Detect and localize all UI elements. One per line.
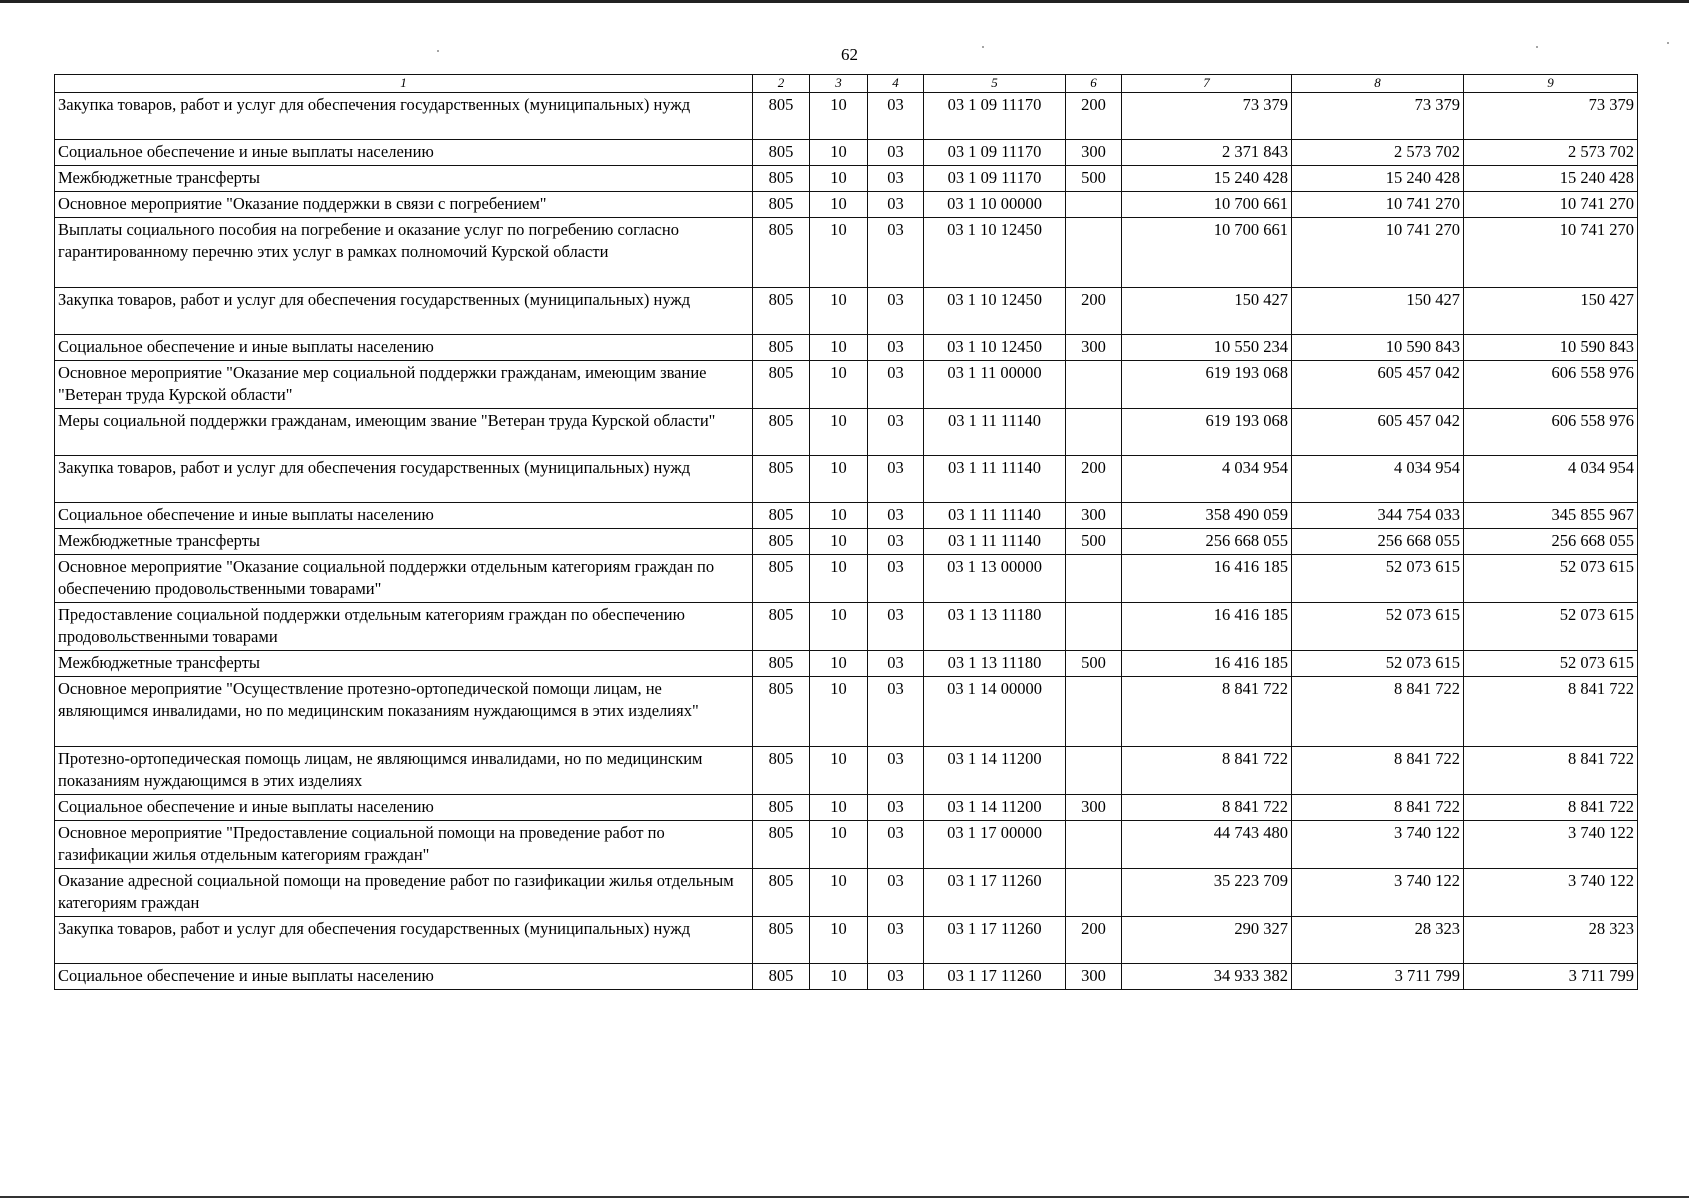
subsection-code-cell: 03 bbox=[868, 140, 924, 166]
subsection-code-cell: 03 bbox=[868, 747, 924, 795]
section-code-cell: 10 bbox=[810, 166, 868, 192]
section-code-cell: 10 bbox=[810, 335, 868, 361]
subsection-code-cell: 03 bbox=[868, 409, 924, 456]
row-name-cell: Основное мероприятие "Оказание поддержки в связи с погребением" bbox=[55, 192, 753, 218]
expense-type-cell bbox=[1066, 747, 1122, 795]
section-code-cell: 10 bbox=[810, 821, 868, 869]
subsection-code-cell: 03 bbox=[868, 218, 924, 288]
section-code-cell: 10 bbox=[810, 529, 868, 555]
page-number: 62 bbox=[841, 45, 858, 64]
row-name-cell: Социальное обеспечение и иные выплаты населению bbox=[55, 503, 753, 529]
section-code-cell: 10 bbox=[810, 651, 868, 677]
table-row bbox=[55, 795, 1638, 821]
amount-year1-cell: 10 550 234 bbox=[1122, 335, 1292, 361]
amount-year1-cell: 10 700 661 bbox=[1122, 218, 1292, 288]
target-article-cell: 03 1 13 11180 bbox=[924, 651, 1066, 677]
ved-code-cell: 805 bbox=[753, 288, 810, 335]
section-code-cell: 10 bbox=[810, 192, 868, 218]
table-row bbox=[55, 218, 1638, 288]
amount-year1-cell: 73 379 bbox=[1122, 93, 1292, 140]
expense-type-cell bbox=[1066, 555, 1122, 603]
column-number: 8 bbox=[1292, 75, 1464, 93]
target-article-cell: 03 1 13 11180 bbox=[924, 603, 1066, 651]
section-code-cell: 10 bbox=[810, 795, 868, 821]
table-row bbox=[55, 869, 1638, 917]
amount-year3-cell: 28 323 bbox=[1464, 917, 1638, 964]
subsection-code-cell: 03 bbox=[868, 603, 924, 651]
row-name-cell: Социальное обеспечение и иные выплаты населению bbox=[55, 140, 753, 166]
amount-year2-cell: 4 034 954 bbox=[1292, 456, 1464, 503]
subsection-code-cell: 03 bbox=[868, 821, 924, 869]
row-name-cell: Предоставление социальной поддержки отдельным категориям граждан по обеспечению продовольственными товарами bbox=[55, 603, 753, 651]
ved-code-cell: 805 bbox=[753, 677, 810, 747]
column-number: 9 bbox=[1464, 75, 1638, 93]
table-row bbox=[55, 93, 1638, 140]
ved-code-cell: 805 bbox=[753, 917, 810, 964]
ved-code-cell: 805 bbox=[753, 821, 810, 869]
amount-year1-cell: 8 841 722 bbox=[1122, 677, 1292, 747]
target-article-cell: 03 1 09 11170 bbox=[924, 140, 1066, 166]
amount-year2-cell: 10 741 270 bbox=[1292, 192, 1464, 218]
row-name-cell: Закупка товаров, работ и услуг для обеспечения государственных (муниципальных) нужд bbox=[55, 93, 753, 140]
amount-year1-cell: 16 416 185 bbox=[1122, 651, 1292, 677]
target-article-cell: 03 1 10 12450 bbox=[924, 335, 1066, 361]
expense-type-cell: 200 bbox=[1066, 917, 1122, 964]
column-number: 3 bbox=[810, 75, 868, 93]
amount-year1-cell: 16 416 185 bbox=[1122, 555, 1292, 603]
ved-code-cell: 805 bbox=[753, 218, 810, 288]
table-row bbox=[55, 651, 1638, 677]
amount-year2-cell: 344 754 033 bbox=[1292, 503, 1464, 529]
target-article-cell: 03 1 09 11170 bbox=[924, 166, 1066, 192]
row-name-cell: Основное мероприятие "Оказание социальной поддержки отдельным категориям граждан по обеспечению продовольственными товарами" bbox=[55, 555, 753, 603]
amount-year1-cell: 34 933 382 bbox=[1122, 964, 1292, 990]
subsection-code-cell: 03 bbox=[868, 677, 924, 747]
section-code-cell: 10 bbox=[810, 555, 868, 603]
amount-year2-cell: 3 740 122 bbox=[1292, 869, 1464, 917]
section-code-cell: 10 bbox=[810, 964, 868, 990]
expense-type-cell bbox=[1066, 677, 1122, 747]
column-number: 4 bbox=[868, 75, 924, 93]
section-code-cell: 10 bbox=[810, 603, 868, 651]
amount-year1-cell: 150 427 bbox=[1122, 288, 1292, 335]
ved-code-cell: 805 bbox=[753, 335, 810, 361]
row-name-cell: Социальное обеспечение и иные выплаты населению bbox=[55, 795, 753, 821]
amount-year3-cell: 606 558 976 bbox=[1464, 409, 1638, 456]
target-article-cell: 03 1 14 00000 bbox=[924, 677, 1066, 747]
target-article-cell: 03 1 11 11140 bbox=[924, 529, 1066, 555]
amount-year3-cell: 606 558 976 bbox=[1464, 361, 1638, 409]
section-code-cell: 10 bbox=[810, 361, 868, 409]
amount-year1-cell: 16 416 185 bbox=[1122, 603, 1292, 651]
subsection-code-cell: 03 bbox=[868, 93, 924, 140]
table-row bbox=[55, 288, 1638, 335]
amount-year2-cell: 10 741 270 bbox=[1292, 218, 1464, 288]
ved-code-cell: 805 bbox=[753, 795, 810, 821]
subsection-code-cell: 03 bbox=[868, 869, 924, 917]
subsection-code-cell: 03 bbox=[868, 964, 924, 990]
column-number: 2 bbox=[753, 75, 810, 93]
table-row bbox=[55, 456, 1638, 503]
ved-code-cell: 805 bbox=[753, 747, 810, 795]
expense-type-cell: 200 bbox=[1066, 456, 1122, 503]
amount-year3-cell: 10 590 843 bbox=[1464, 335, 1638, 361]
target-article-cell: 03 1 14 11200 bbox=[924, 795, 1066, 821]
row-name-cell: Закупка товаров, работ и услуг для обеспечения государственных (муниципальных) нужд bbox=[55, 288, 753, 335]
subsection-code-cell: 03 bbox=[868, 555, 924, 603]
amount-year1-cell: 619 193 068 bbox=[1122, 361, 1292, 409]
target-article-cell: 03 1 11 11140 bbox=[924, 456, 1066, 503]
expense-type-cell: 300 bbox=[1066, 503, 1122, 529]
amount-year2-cell: 8 841 722 bbox=[1292, 677, 1464, 747]
subsection-code-cell: 03 bbox=[868, 917, 924, 964]
row-name-cell: Межбюджетные трансферты bbox=[55, 651, 753, 677]
subsection-code-cell: 03 bbox=[868, 335, 924, 361]
section-code-cell: 10 bbox=[810, 747, 868, 795]
expense-type-cell: 200 bbox=[1066, 93, 1122, 140]
section-code-cell: 10 bbox=[810, 917, 868, 964]
target-article-cell: 03 1 11 11140 bbox=[924, 503, 1066, 529]
amount-year2-cell: 3 711 799 bbox=[1292, 964, 1464, 990]
table-row bbox=[55, 503, 1638, 529]
expense-type-cell bbox=[1066, 361, 1122, 409]
budget-table bbox=[54, 74, 1638, 990]
subsection-code-cell: 03 bbox=[868, 529, 924, 555]
row-name-cell: Протезно-ортопедическая помощь лицам, не являющимся инвалидами, но по медицинским показаниям нуждающимся в этих изделиях bbox=[55, 747, 753, 795]
amount-year3-cell: 10 741 270 bbox=[1464, 218, 1638, 288]
amount-year1-cell: 44 743 480 bbox=[1122, 821, 1292, 869]
target-article-cell: 03 1 10 00000 bbox=[924, 192, 1066, 218]
row-name-cell: Оказание адресной социальной помощи на проведение работ по газификации жилья отдельным категориям граждан bbox=[55, 869, 753, 917]
row-name-cell: Межбюджетные трансферты bbox=[55, 529, 753, 555]
expense-type-cell bbox=[1066, 409, 1122, 456]
ved-code-cell: 805 bbox=[753, 166, 810, 192]
amount-year2-cell: 15 240 428 bbox=[1292, 166, 1464, 192]
expense-type-cell: 200 bbox=[1066, 288, 1122, 335]
amount-year3-cell: 52 073 615 bbox=[1464, 603, 1638, 651]
amount-year2-cell: 52 073 615 bbox=[1292, 555, 1464, 603]
ved-code-cell: 805 bbox=[753, 869, 810, 917]
amount-year1-cell: 4 034 954 bbox=[1122, 456, 1292, 503]
amount-year3-cell: 3 740 122 bbox=[1464, 869, 1638, 917]
subsection-code-cell: 03 bbox=[868, 288, 924, 335]
amount-year3-cell: 345 855 967 bbox=[1464, 503, 1638, 529]
subsection-code-cell: 03 bbox=[868, 651, 924, 677]
subsection-code-cell: 03 bbox=[868, 361, 924, 409]
subsection-code-cell: 03 bbox=[868, 795, 924, 821]
target-article-cell: 03 1 14 11200 bbox=[924, 747, 1066, 795]
amount-year2-cell: 73 379 bbox=[1292, 93, 1464, 140]
table-row bbox=[55, 192, 1638, 218]
expense-type-cell: 500 bbox=[1066, 651, 1122, 677]
amount-year2-cell: 605 457 042 bbox=[1292, 361, 1464, 409]
column-number: 6 bbox=[1066, 75, 1122, 93]
scan-speck bbox=[1667, 42, 1669, 44]
amount-year1-cell: 8 841 722 bbox=[1122, 795, 1292, 821]
target-article-cell: 03 1 13 00000 bbox=[924, 555, 1066, 603]
ved-code-cell: 805 bbox=[753, 651, 810, 677]
expense-type-cell bbox=[1066, 869, 1122, 917]
row-name-cell: Социальное обеспечение и иные выплаты населению bbox=[55, 964, 753, 990]
ved-code-cell: 805 bbox=[753, 964, 810, 990]
expense-type-cell: 300 bbox=[1066, 335, 1122, 361]
column-number-row bbox=[55, 75, 1638, 93]
section-code-cell: 10 bbox=[810, 140, 868, 166]
row-name-cell: Основное мероприятие "Осуществление протезно-ортопедической помощи лицам, не являющимся инвалидами, но по медицинским показаниям нуждающимся в этих изделиях" bbox=[55, 677, 753, 747]
ved-code-cell: 805 bbox=[753, 192, 810, 218]
row-name-cell: Основное мероприятие "Предоставление социальной помощи на проведение работ по газификации жилья отдельным категориям граждан" bbox=[55, 821, 753, 869]
ved-code-cell: 805 bbox=[753, 409, 810, 456]
expense-type-cell: 300 bbox=[1066, 140, 1122, 166]
subsection-code-cell: 03 bbox=[868, 192, 924, 218]
expense-type-cell: 500 bbox=[1066, 529, 1122, 555]
expense-type-cell: 500 bbox=[1066, 166, 1122, 192]
table-row bbox=[55, 529, 1638, 555]
row-name-cell: Закупка товаров, работ и услуг для обеспечения государственных (муниципальных) нужд bbox=[55, 456, 753, 503]
amount-year2-cell: 256 668 055 bbox=[1292, 529, 1464, 555]
amount-year2-cell: 10 590 843 bbox=[1292, 335, 1464, 361]
ved-code-cell: 805 bbox=[753, 93, 810, 140]
expense-type-cell bbox=[1066, 192, 1122, 218]
amount-year3-cell: 73 379 bbox=[1464, 93, 1638, 140]
subsection-code-cell: 03 bbox=[868, 503, 924, 529]
section-code-cell: 10 bbox=[810, 288, 868, 335]
amount-year1-cell: 10 700 661 bbox=[1122, 192, 1292, 218]
table-row bbox=[55, 964, 1638, 990]
amount-year2-cell: 605 457 042 bbox=[1292, 409, 1464, 456]
amount-year1-cell: 290 327 bbox=[1122, 917, 1292, 964]
amount-year3-cell: 4 034 954 bbox=[1464, 456, 1638, 503]
amount-year3-cell: 10 741 270 bbox=[1464, 192, 1638, 218]
amount-year2-cell: 52 073 615 bbox=[1292, 603, 1464, 651]
target-article-cell: 03 1 17 11260 bbox=[924, 869, 1066, 917]
table-row bbox=[55, 166, 1638, 192]
section-code-cell: 10 bbox=[810, 869, 868, 917]
amount-year3-cell: 256 668 055 bbox=[1464, 529, 1638, 555]
row-name-cell: Социальное обеспечение и иные выплаты населению bbox=[55, 335, 753, 361]
target-article-cell: 03 1 10 12450 bbox=[924, 218, 1066, 288]
amount-year1-cell: 8 841 722 bbox=[1122, 747, 1292, 795]
row-name-cell: Межбюджетные трансферты bbox=[55, 166, 753, 192]
amount-year2-cell: 150 427 bbox=[1292, 288, 1464, 335]
column-number: 5 bbox=[924, 75, 1066, 93]
expense-type-cell bbox=[1066, 218, 1122, 288]
table-row bbox=[55, 603, 1638, 651]
target-article-cell: 03 1 17 11260 bbox=[924, 964, 1066, 990]
subsection-code-cell: 03 bbox=[868, 456, 924, 503]
amount-year2-cell: 2 573 702 bbox=[1292, 140, 1464, 166]
ved-code-cell: 805 bbox=[753, 603, 810, 651]
row-name-cell: Выплаты социального пособия на погребение и оказание услуг по погребению согласно гарантированному перечню этих услуг в рамках полномочий Курской области bbox=[55, 218, 753, 288]
section-code-cell: 10 bbox=[810, 456, 868, 503]
ved-code-cell: 805 bbox=[753, 529, 810, 555]
target-article-cell: 03 1 10 12450 bbox=[924, 288, 1066, 335]
expense-type-cell bbox=[1066, 821, 1122, 869]
scan-bottom-border bbox=[0, 1196, 1689, 1198]
table-row bbox=[55, 677, 1638, 747]
target-article-cell: 03 1 11 00000 bbox=[924, 361, 1066, 409]
target-article-cell: 03 1 17 11260 bbox=[924, 917, 1066, 964]
amount-year1-cell: 2 371 843 bbox=[1122, 140, 1292, 166]
amount-year3-cell: 2 573 702 bbox=[1464, 140, 1638, 166]
section-code-cell: 10 bbox=[810, 93, 868, 140]
column-number: 7 bbox=[1122, 75, 1292, 93]
table-row bbox=[55, 555, 1638, 603]
ved-code-cell: 805 bbox=[753, 456, 810, 503]
amount-year2-cell: 28 323 bbox=[1292, 917, 1464, 964]
column-number: 1 bbox=[55, 75, 753, 93]
amount-year2-cell: 8 841 722 bbox=[1292, 747, 1464, 795]
amount-year1-cell: 358 490 059 bbox=[1122, 503, 1292, 529]
amount-year2-cell: 3 740 122 bbox=[1292, 821, 1464, 869]
amount-year2-cell: 8 841 722 bbox=[1292, 795, 1464, 821]
target-article-cell: 03 1 09 11170 bbox=[924, 93, 1066, 140]
amount-year3-cell: 8 841 722 bbox=[1464, 677, 1638, 747]
amount-year1-cell: 35 223 709 bbox=[1122, 869, 1292, 917]
amount-year3-cell: 150 427 bbox=[1464, 288, 1638, 335]
amount-year3-cell: 8 841 722 bbox=[1464, 747, 1638, 795]
table-row bbox=[55, 409, 1638, 456]
subsection-code-cell: 03 bbox=[868, 166, 924, 192]
ved-code-cell: 805 bbox=[753, 555, 810, 603]
target-article-cell: 03 1 17 00000 bbox=[924, 821, 1066, 869]
table-row bbox=[55, 361, 1638, 409]
ved-code-cell: 805 bbox=[753, 503, 810, 529]
section-code-cell: 10 bbox=[810, 409, 868, 456]
amount-year3-cell: 3 740 122 bbox=[1464, 821, 1638, 869]
amount-year3-cell: 15 240 428 bbox=[1464, 166, 1638, 192]
table-row bbox=[55, 747, 1638, 795]
amount-year3-cell: 8 841 722 bbox=[1464, 795, 1638, 821]
amount-year2-cell: 52 073 615 bbox=[1292, 651, 1464, 677]
amount-year1-cell: 256 668 055 bbox=[1122, 529, 1292, 555]
table-row bbox=[55, 821, 1638, 869]
section-code-cell: 10 bbox=[810, 677, 868, 747]
row-name-cell: Меры социальной поддержки гражданам, имеющим звание "Ветеран труда Курской области" bbox=[55, 409, 753, 456]
row-name-cell: Закупка товаров, работ и услуг для обеспечения государственных (муниципальных) нужд bbox=[55, 917, 753, 964]
section-code-cell: 10 bbox=[810, 503, 868, 529]
amount-year3-cell: 3 711 799 bbox=[1464, 964, 1638, 990]
ved-code-cell: 805 bbox=[753, 361, 810, 409]
table-row bbox=[55, 140, 1638, 166]
amount-year3-cell: 52 073 615 bbox=[1464, 555, 1638, 603]
expense-type-cell: 300 bbox=[1066, 964, 1122, 990]
row-name-cell: Основное мероприятие "Оказание мер социальной поддержки гражданам, имеющим звание "Ветеран труда Курской области" bbox=[55, 361, 753, 409]
table-row bbox=[55, 917, 1638, 964]
amount-year1-cell: 15 240 428 bbox=[1122, 166, 1292, 192]
amount-year3-cell: 52 073 615 bbox=[1464, 651, 1638, 677]
amount-year1-cell: 619 193 068 bbox=[1122, 409, 1292, 456]
ved-code-cell: 805 bbox=[753, 140, 810, 166]
expense-type-cell: 300 bbox=[1066, 795, 1122, 821]
scan-top-border bbox=[0, 0, 1689, 3]
section-code-cell: 10 bbox=[810, 218, 868, 288]
table-row bbox=[55, 335, 1638, 361]
expense-type-cell bbox=[1066, 603, 1122, 651]
target-article-cell: 03 1 11 11140 bbox=[924, 409, 1066, 456]
